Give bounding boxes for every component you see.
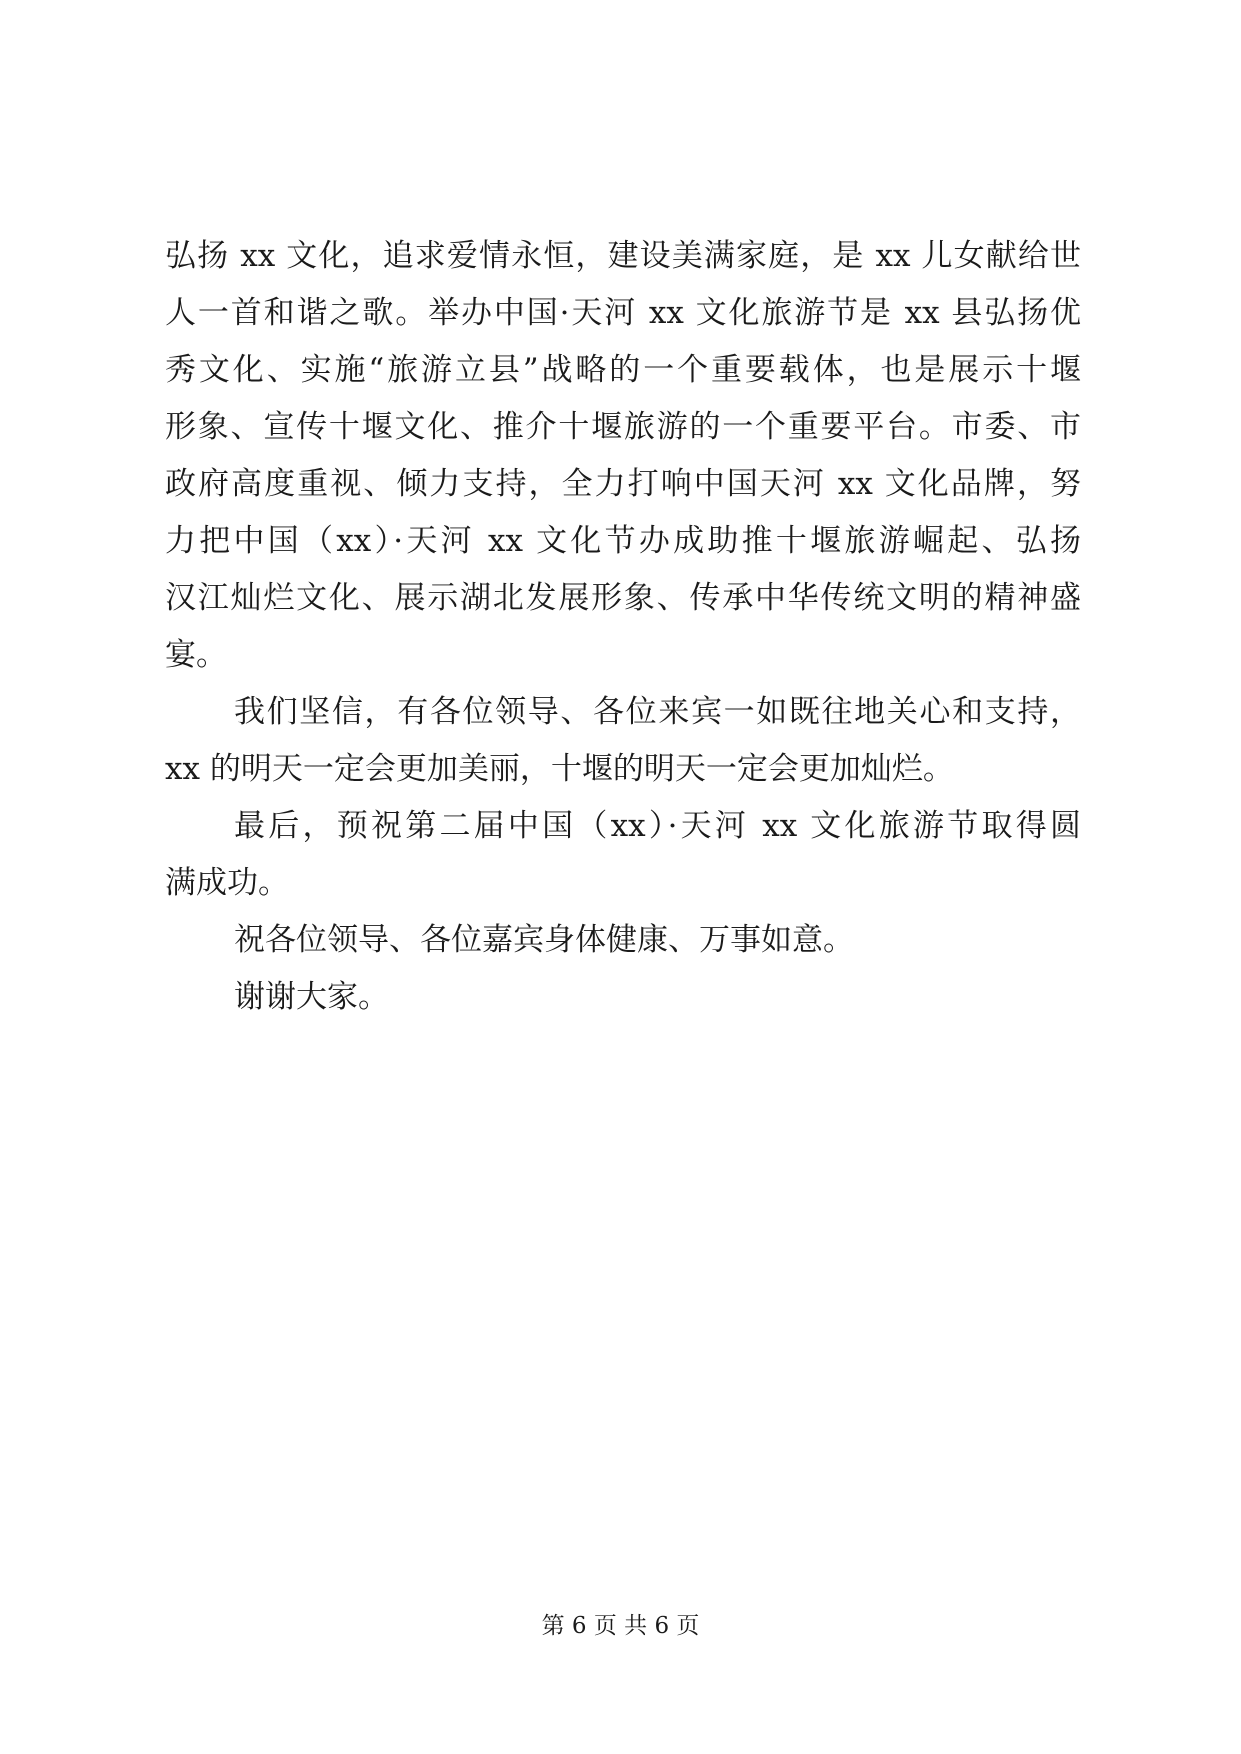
page-footer: 第 6 页 共 6 页 <box>541 1613 700 1639</box>
text-line: 形象、宣传十堰文化、推介十堰旅游的一个重要平台。市委、市 <box>165 409 1081 445</box>
text-line: xx 的明天一定会更加美丽，十堰的明天一定会更加灿烂。 <box>165 751 954 787</box>
paragraph-5 <box>165 969 1081 1026</box>
paragraph-1 <box>165 228 1081 684</box>
text-line: 谢谢大家。 <box>234 979 389 1015</box>
text-line: 汉江灿烂文化、展示湖北发展形象、传承中华传统文明的精神盛 <box>165 580 1081 616</box>
text-line: 秀文化、实施“旅游立县”战略的一个重要载体，也是展示十堰 <box>165 352 1081 388</box>
document-body <box>165 228 1081 1026</box>
text-line: 弘扬 xx 文化，追求爱情永恒，建设美满家庭，是 xx 儿女献给世 <box>165 238 1081 274</box>
paragraph-2 <box>165 684 1081 798</box>
paragraph-3 <box>165 798 1081 912</box>
text-line: 祝各位领导、各位嘉宾身体健康、万事如意。 <box>234 922 854 958</box>
text-line: 政府高度重视、倾力支持，全力打响中国天河 xx 文化品牌，努 <box>165 466 1081 502</box>
text-line: 最后，预祝第二届中国（xx）·天河 xx 文化旅游节取得圆 <box>234 808 1081 844</box>
text-line: 力把中国（xx）·天河 xx 文化节办成助推十堰旅游崛起、弘扬 <box>165 523 1081 559</box>
text-line: 宴。 <box>165 637 227 673</box>
text-line: 人一首和谐之歌。举办中国·天河 xx 文化旅游节是 xx 县弘扬优 <box>165 295 1081 331</box>
text-line: 我们坚信，有各位领导、各位来宾一如既往地关心和支持， <box>234 694 1081 730</box>
text-line: 满成功。 <box>165 865 289 901</box>
paragraph-4 <box>165 912 1081 969</box>
